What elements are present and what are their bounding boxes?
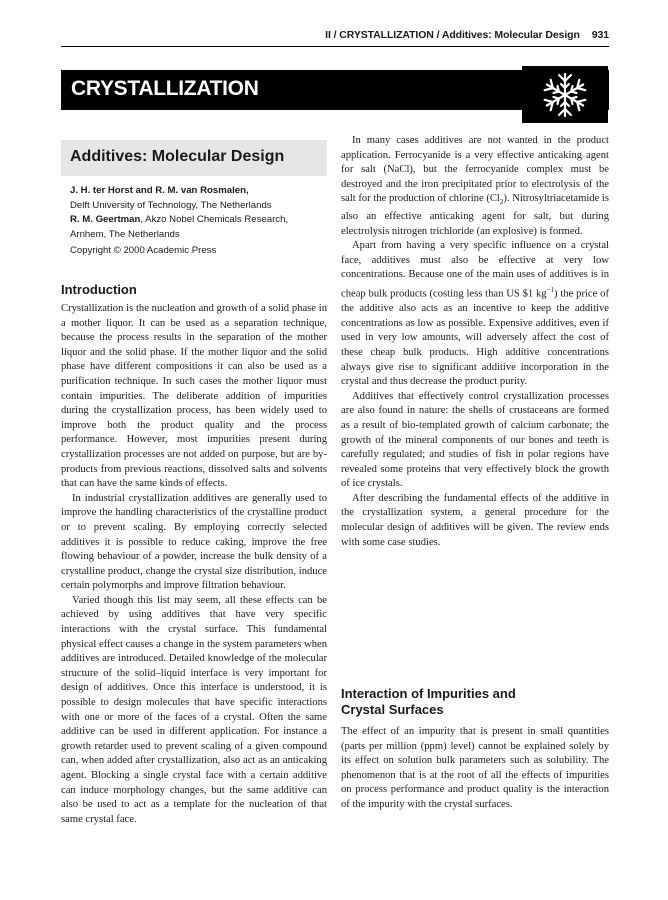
introduction-heading: Introduction <box>61 282 137 297</box>
chlorine-subscript: 2 <box>499 198 504 207</box>
intro-paragraph-2: In industrial crystallization additives are generally used to improve the handling characteristics of the crystalline product or to prevent scaling. By employing correctly selected additives it is possible to reduce caking, improve the free flowing behaviour of a powder, increase the bulk density of a crystalline product, change the crystal size distribution, induce certain polymorphs and improve filtration behaviour. <box>61 492 327 592</box>
author-block <box>70 184 340 242</box>
kg-superscript: −1 <box>546 286 555 295</box>
running-header <box>61 29 609 45</box>
author-affiliation-2b: Arnhem, The Netherlands <box>70 228 180 240</box>
intro-paragraph-4-tail: ). Nitrosyltriacetamide is also an effective anticaking agent for salt, but during electrolysis nitrogen trichloride (an explosive) is formed. <box>341 193 609 237</box>
snowflake-icon <box>541 71 589 119</box>
intro-paragraph-5-text: Apart from having a very specific influence on a crystal face, additives must also be effective at very low concentrations. Because one of the main uses of additives is in cheap bulk products (costing less than US $1 kg <box>341 240 609 300</box>
interaction-heading-line-2: Crystal Surfaces <box>341 702 444 717</box>
intro-paragraph-5-tail: ) the price of the additive also acts as an incentive to keep the additive concentrations as low as possible. Expensive additives, even if used in very low amounts, will adversely affect the cost of these cheap bulk products. High additive concentrations always give rise to significant additive incorporation in the crystal and thus decrease the product purity. <box>341 288 609 388</box>
author-names-2: R. M. Geertman <box>70 214 141 225</box>
left-column <box>61 302 327 827</box>
header-rule <box>61 46 609 47</box>
intro-paragraph-5 <box>341 239 609 389</box>
intro-paragraph-4-text: In many cases additives are not wanted in the product application. Ferrocyanide is a very effective anticaking agent for salt (NaCl), but the ferrocyanide complex must be destroyed and the iron precipitated prior to electrolysis of the salt for the production of chlorine (Cl <box>341 135 609 205</box>
snowflake-badge <box>522 66 608 123</box>
intro-paragraph-6: Additives that effectively control crystallization processes are also found in nature: the shells of crustaceans are formed as a result of bio-templated growth of calcium carbonate; the growth of the mineral components of our bones and teeth is carefully regulated; and studies of fish in polar regions have revealed some proteins that very effectively block the growth of ice crystals. <box>341 390 609 490</box>
interaction-body <box>341 725 609 813</box>
author-affiliation-2: , Akzo Nobel Chemicals Research, <box>140 214 289 225</box>
right-column <box>341 134 609 550</box>
page-number: 931 <box>591 29 609 41</box>
copyright-line: Copyright © 2000 Academic Press <box>70 245 217 256</box>
article-title-box <box>61 140 327 176</box>
intro-paragraph-4 <box>341 134 609 239</box>
banner-title: CRYSTALLIZATION <box>71 77 259 100</box>
running-title: II / CRYSTALLIZATION / Additives: Molecular Design <box>325 29 580 41</box>
article-title: Additives: Molecular Design <box>70 148 285 165</box>
interaction-paragraph-1: The effect of an impurity that is present in small quantities (parts per million (ppm) level) cannot be explained solely by its effect on solution bulk parameters such as solubility. The phenomenon that is at the root of all the effects of impurities on process performance and product quality is the interaction of the impurity with the crystal surfaces. <box>341 726 609 810</box>
interaction-heading <box>341 686 516 718</box>
intro-paragraph-3: Varied though this list may seem, all these effects can be achieved by using additives that have very specific interactions with the crystal surface. This fundamental physical effect causes a change in the system parameters when additives are introduced. Detailed knowledge of the molecular structure of the solid–liquid interface is very important for design of additives. Once this interface is understood, it is possible to design molecules that have specific interactions with one or more of the faces of a crystal. Often the same additive can be used in different application. For instance a growth retarder used to prevent scaling of a given compound can, when added after crystallization, also act as an anticaking agent. Blocking a single crystal face with a certain additive can induce morphology changes, but the same additive can also be used to act as a template for the nucleation of that same crystal face. <box>61 594 327 825</box>
intro-paragraph-1: Crystallization is the nucleation and growth of a solid phase in a mother liquor. It can be used as a separation technique, because the process results in the separation of the mother liquor and the solid phase. If the mother liquor and the solid phase have different compositions it can also be used as a purification technique. In such cases the mother liquor must contain impurities. The deliberate addition of impurities during the crystallization process, has been widely used to improve both the product quality and the process performance. However, most impurities present during crystallization processes are not added on purpose, but are by-products from previous reactions, dissolved salts and solvents that can have the same kinds of effects. <box>61 303 327 490</box>
author-names-1: J. H. ter Horst and R. M. van Rosmalen, <box>70 185 249 196</box>
intro-paragraph-7: After describing the fundamental effects of the additive in the crystallization system, a general procedure for the molecular design of additives will be given. The review ends with some case studies. <box>341 492 609 548</box>
interaction-heading-line-1: Interaction of Impurities and <box>341 686 516 701</box>
author-affiliation-1: Delft University of Technology, The Netherlands <box>70 199 272 211</box>
